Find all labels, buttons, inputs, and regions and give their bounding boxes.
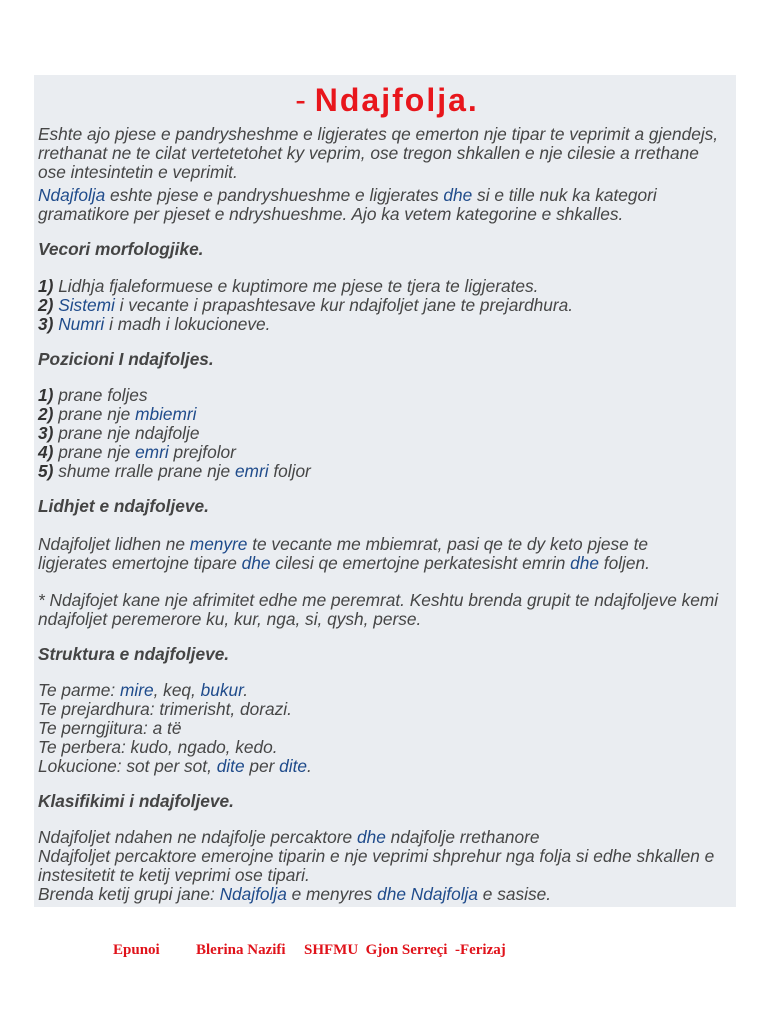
keyword-link[interactable]: Ndajfolja (38, 185, 106, 205)
list-number: 1) (38, 276, 54, 296)
title-text: Ndajfolja. (314, 82, 479, 118)
paragraph-line (38, 554, 736, 573)
list-number: 5) (38, 461, 54, 481)
list-number: 3) (38, 423, 54, 443)
text-run: Lokucione: sot per sot, (38, 756, 217, 776)
text-run: cilesi qe emertojne perkatesisht emrin (270, 553, 571, 573)
section-heading-relations: Lidhjet e ndajfoljeve. (38, 496, 209, 516)
list-number: 2) (38, 295, 54, 315)
list-item (38, 386, 736, 405)
structure-line (38, 681, 736, 700)
paragraph-line (38, 535, 736, 554)
structure-line (38, 719, 736, 738)
section-heading-position: Pozicioni I ndajfoljes. (38, 349, 214, 369)
definition-paragraph (38, 125, 736, 182)
text-run: per (244, 756, 280, 776)
text-run: e menyres (286, 884, 378, 904)
content-panel (34, 75, 736, 907)
list-item (38, 443, 736, 462)
position-list (38, 386, 736, 481)
list-item (38, 424, 736, 443)
keyword-link[interactable]: dhe Ndajfolja (377, 884, 478, 904)
text-run: gramatikore per pjeset e ndryshueshme. Ajo ka vetem kategorine e shkalles. (38, 204, 624, 224)
text-run: ndajfolje rrethanore (385, 827, 540, 847)
text-run: si e tille nuk ka kategori (472, 185, 657, 205)
keyword-link[interactable]: dhe (356, 827, 386, 847)
definition-line: Eshte ajo pjese e pandrysheshme e ligjerates qe emerton nje tipar te veprimit a gjendejs, (38, 124, 719, 144)
text-run: Te perngjitura: a të (38, 718, 182, 738)
text-run: e sasise. (478, 884, 551, 904)
text-run: te vecante me mbiemrat, pasi qe te dy keto pjese te (247, 534, 648, 554)
structure-list (38, 681, 736, 776)
definition-line: rrethanat ne te cilat vertetetohet ky veprim, ose tregon shkallen e nje cilesie a rrethane (38, 143, 699, 163)
keyword-link[interactable]: dhe (570, 553, 599, 573)
structure-line (38, 700, 736, 719)
keyword-link[interactable]: Numri (58, 314, 105, 334)
text-run: foljor (268, 461, 311, 481)
text-run: , keq, (153, 680, 201, 700)
section-heading-morphology: Vecori morfologjike. (38, 239, 204, 259)
text-run: Ndajfoljet ndahen ne ndajfolje percaktore (38, 827, 357, 847)
pronoun-affinity-paragraph (38, 591, 736, 629)
text-run: Lidhja fjaleformuese e kuptimore me pjese te tjera te ligjerates. (58, 276, 539, 296)
list-number: 3) (38, 314, 54, 334)
text-run: Ndajfoljet lidhen ne (38, 534, 190, 554)
text-run: shume rralle prane nje (58, 461, 235, 481)
footer-label: Epunoi (113, 942, 160, 958)
paragraph-line: * Ndajfojet kane nje afrimitet edhe me peremrat. Keshtu brenda grupit te ndajfoljeve kemi (38, 590, 719, 610)
footer-credits (0, 940, 768, 960)
keyword-link[interactable]: emri (234, 461, 269, 481)
list-item (38, 277, 736, 296)
relations-paragraph (38, 535, 736, 573)
text-run: prane nje ndajfolje (58, 423, 200, 443)
footer-school: SHFMU Gjon Serreçi -Ferizaj (304, 942, 506, 958)
paragraph-line (38, 885, 736, 904)
text-run: Ndajfoljet percaktore emerojne tiparin e nje veprimi shprehur nga folja si edhe shkallen e (38, 846, 715, 866)
text-run: foljen. (599, 553, 650, 573)
text-run: ligjerates emertojne tipare (38, 553, 242, 573)
list-number: 4) (38, 442, 54, 462)
structure-line (38, 738, 736, 757)
section-heading-structure: Struktura e ndajfoljeve. (38, 644, 230, 664)
text-run: Brenda ketij grupi jane: (38, 884, 220, 904)
text-run: i vecante i prapashtesave kur ndajfoljet jane te prejardhura. (114, 295, 574, 315)
keyword-link[interactable]: dhe (241, 553, 271, 573)
keyword-link[interactable]: dite (279, 756, 308, 776)
description-line (38, 205, 736, 224)
text-run: Te perbera: kudo, ngado, kedo. (38, 737, 278, 757)
list-number: 2) (38, 404, 54, 424)
list-item (38, 296, 736, 315)
keyword-link[interactable]: bukur (200, 680, 244, 700)
title-dash: - (295, 82, 306, 118)
keyword-link[interactable]: emri (135, 442, 169, 462)
structure-line (38, 757, 736, 776)
description-paragraph (38, 186, 736, 224)
classification-paragraph (38, 828, 736, 904)
list-item (38, 315, 736, 334)
description-line (38, 186, 736, 205)
paragraph-line: ndajfoljet peremerore ku, kur, nga, si, qysh, perse. (38, 609, 422, 629)
list-number: 1) (38, 385, 54, 405)
keyword-link[interactable]: dhe (443, 185, 473, 205)
text-run: Te prejardhura: trimerisht, dorazi. (38, 699, 292, 719)
section-heading-classification: Klasifikimi i ndajfoljeve. (38, 791, 234, 811)
footer-author: Blerina Nazifi (196, 942, 286, 958)
text-run: instesitetit te ketij veprimi ose tipari. (38, 865, 310, 885)
text-run: prane nje (58, 404, 136, 424)
text-run: eshte pjese e pandryshueshme e ligjerates (105, 185, 444, 205)
paragraph-line (38, 866, 736, 885)
text-run: Te parme: (38, 680, 120, 700)
text-run: prane foljes (58, 385, 148, 405)
list-item (38, 462, 736, 481)
keyword-link[interactable]: dite (216, 756, 245, 776)
keyword-link[interactable]: mbiemri (135, 404, 197, 424)
keyword-link[interactable]: menyre (189, 534, 248, 554)
text-run: . (307, 756, 312, 776)
definition-line: ose intesintetin e veprimit. (38, 162, 238, 182)
text-run: prane nje (58, 442, 136, 462)
keyword-link[interactable]: mire (119, 680, 154, 700)
list-item (38, 405, 736, 424)
text-run: prejfolor (168, 442, 236, 462)
paragraph-line (38, 847, 736, 866)
page-title (38, 80, 736, 120)
morphology-list (38, 277, 736, 334)
paragraph-line (38, 828, 736, 847)
text-run: . (243, 680, 249, 700)
keyword-link[interactable]: Sistemi (58, 295, 115, 315)
text-run: i madh i lokucioneve. (104, 314, 271, 334)
keyword-link[interactable]: Ndajfolja (219, 884, 287, 904)
